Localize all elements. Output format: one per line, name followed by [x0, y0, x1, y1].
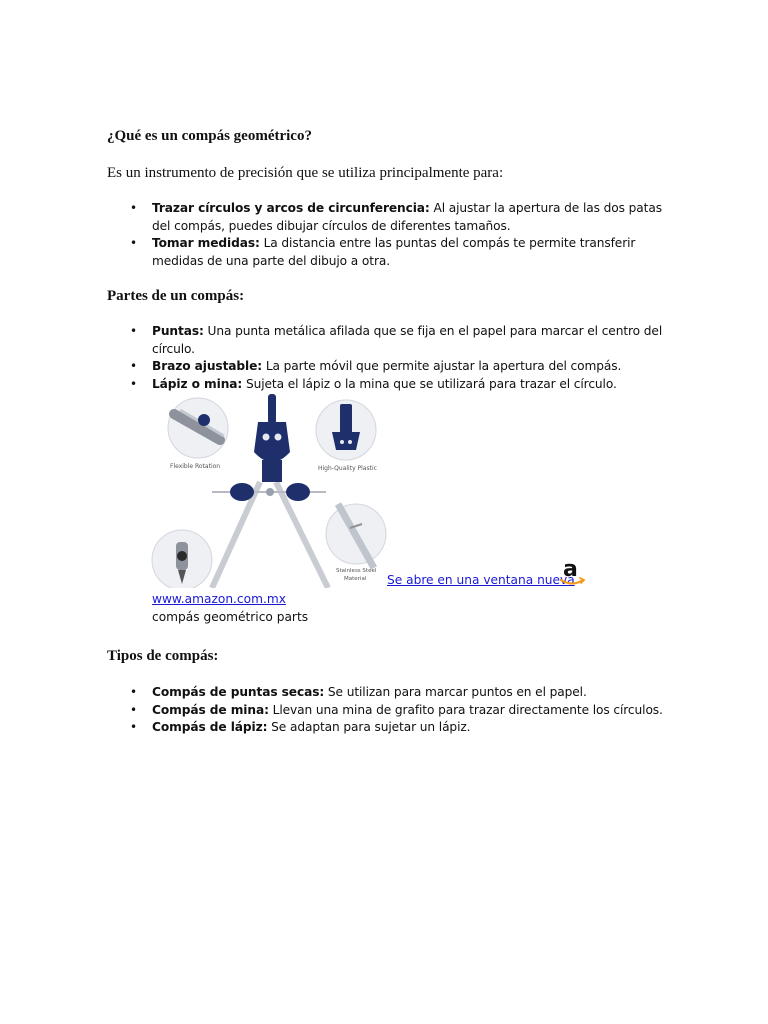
compass-head [254, 422, 290, 462]
section-title-what-is: ¿Qué es un compás geométrico? [107, 128, 312, 144]
types-list [152, 684, 672, 737]
list-item: • Compás de lápiz: Se adaptan para sujetar un lápiz. [152, 719, 672, 737]
compass-left-knob [230, 483, 254, 501]
section-title-types: Tipos de compás: [107, 648, 219, 664]
label-high-quality-plastic: High-Quality Plastic [318, 465, 377, 472]
uses-list [152, 200, 672, 270]
compass-parts-image[interactable] [150, 392, 388, 588]
intro-paragraph: Es un instrumento de precisión que se utiliza principalmente para: [107, 165, 504, 181]
list-item: • Brazo ajustable: La parte móvil que permite ajustar la apertura del compás. [152, 358, 672, 376]
compass-handle [268, 394, 276, 424]
list-item: • Compás de mina: Llevan una mina de grafito para trazar directamente los círculos. [152, 702, 672, 720]
svg-text:a: a [563, 557, 578, 582]
list-item: • Puntas: Una punta metálica afilada que se fija en el papel para marcar el centro del círculo. [152, 323, 672, 358]
list-item: • Tomar medidas: La distancia entre las puntas del compás te permite transferir medidas de una parte del dibujo a otra. [152, 235, 672, 270]
parts-list [152, 323, 672, 393]
list-item: • Lápiz o mina: Sujeta el lápiz o la mina que se utilizará para trazar el círculo. [152, 376, 672, 394]
list-item: • Compás de puntas secas: Se utilizan para marcar puntos en el papel. [152, 684, 672, 702]
compass-right-knob [286, 483, 310, 501]
open-new-window-link[interactable]: Se abre en una ventana nueva [387, 573, 575, 587]
list-item: • Trazar círculos y arcos de circunferencia: Al ajustar la apertura de las dos patas del compás, puedes dibujar círculos de diferentes tamaños. [152, 200, 672, 235]
label-stainless-steel: Stainless Steel [336, 568, 377, 574]
figure-caption: compás geométrico parts [152, 610, 309, 624]
label-material: Material [344, 576, 367, 582]
amazon-logo-icon[interactable] [558, 556, 586, 588]
section-title-parts: Partes de un compás: [107, 288, 245, 304]
label-flexible-rotation: Flexible Rotation [170, 463, 221, 470]
source-link[interactable]: www.amazon.com.mx [152, 592, 286, 606]
